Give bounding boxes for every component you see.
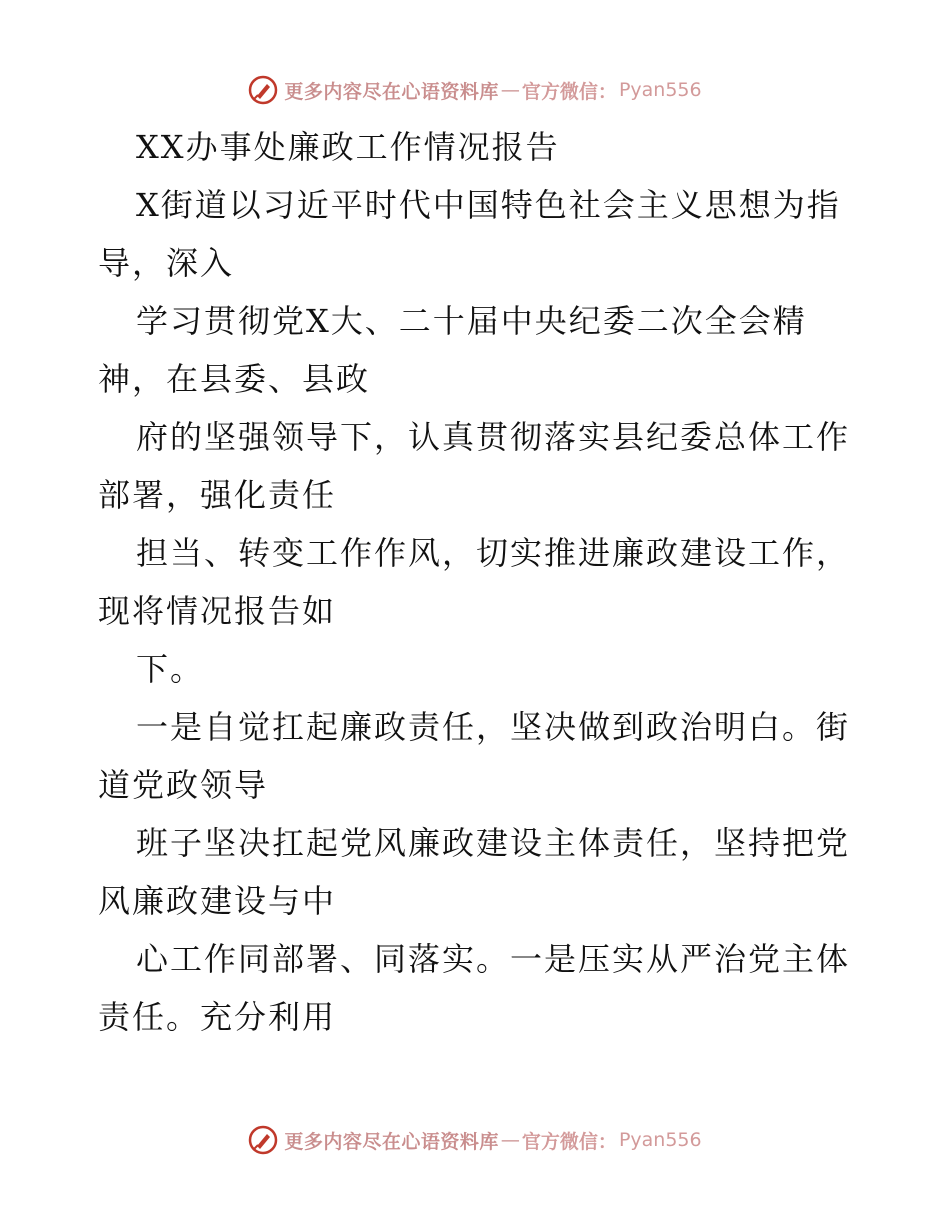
wechat-label: 官方微信：: [521, 80, 617, 103]
header-banner: [0, 72, 950, 108]
wechat-id: Pyan556: [618, 1129, 702, 1151]
footer-banner: [0, 1122, 950, 1158]
document-line: 府的坚强领导下，认真贯彻落实县纪委总体工作: [136, 418, 851, 456]
banner-separator: —: [500, 79, 520, 101]
pen-logo-icon: [248, 75, 278, 105]
document-line: 班子坚决扛起党风廉政建设主体责任，坚持把党: [136, 824, 851, 862]
document-body: [98, 118, 858, 1046]
document-line: 道党政领导: [98, 766, 269, 804]
document-line: 神，在县委、县政: [98, 360, 371, 398]
banner-separator: —: [500, 1129, 520, 1151]
document-line: 心工作同部署、同落实。一是压实从严治党主体: [136, 940, 851, 978]
document-line: 风廉政建设与中: [98, 882, 337, 920]
document-line: 下。: [136, 650, 205, 688]
document-line: 一是自觉扛起廉政责任，坚决做到政治明白。街: [136, 708, 851, 746]
document-line: 责任。充分利用: [98, 998, 337, 1036]
document-line: 担当、转变工作作风，切实推进廉政建设工作，: [136, 534, 851, 572]
wechat-label: 官方微信：: [521, 1130, 617, 1153]
document-line: 学习贯彻党X大、二十届中央纪委二次全会精: [136, 302, 807, 340]
document-line: 现将情况报告如: [98, 592, 337, 630]
wechat-id: Pyan556: [618, 79, 702, 101]
document-line: X街道以习近平时代中国特色社会主义思想为指: [136, 186, 841, 224]
pen-logo-icon: [248, 1125, 278, 1155]
document-line: 部署，强化责任: [98, 476, 337, 514]
promo-text: 更多内容尽在心语资料库: [284, 1130, 499, 1153]
document-line: 导，深入: [98, 244, 235, 282]
promo-text: 更多内容尽在心语资料库: [284, 80, 499, 103]
document-title: XX办事处廉政工作情况报告: [136, 128, 560, 166]
